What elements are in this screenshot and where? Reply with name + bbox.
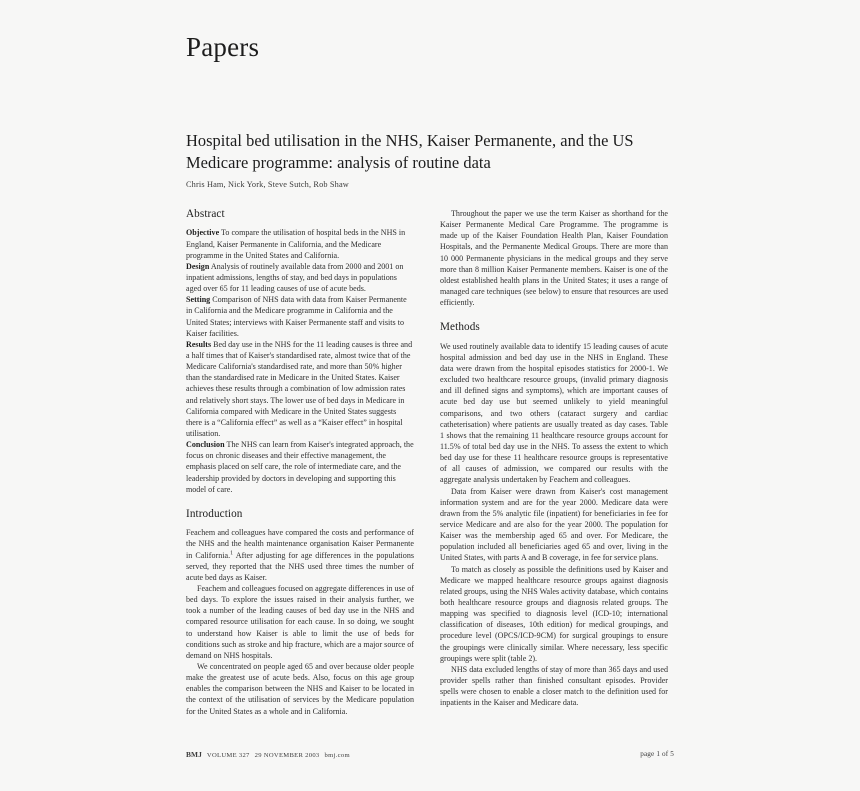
introduction-paragraph-1 — [186, 527, 414, 583]
footer-volume: VOLUME 327 — [206, 752, 250, 759]
abstract-results-label: Results — [186, 339, 212, 349]
left-column — [186, 208, 414, 728]
abstract-design-label: Design — [186, 261, 210, 271]
body-columns — [186, 208, 674, 728]
footer-page-number: page 1 of 5 — [640, 750, 674, 758]
methods-paragraph-2: Data from Kaiser were drawn from Kaiser's cost management information system and are for the year 2000. Medicare data were drawn from the 5% analytic file (inpatient) for beneficiaries in fee for service Medicare and are also for the year 2000. The population for Kaiser was the membership aged 65 and over. For Medicare, the population included all beneficiaries aged 65 and over, living in the United States, with parts A and B coverage, in fee for service plans. — [440, 486, 668, 563]
article-title: Hospital bed utilisation in the NHS, Kaiser Permanente, and the US Medicare programme: analysis of routine data — [186, 131, 634, 172]
footer-date: 29 NOVEMBER 2003 — [254, 752, 320, 759]
abstract-design-text: Analysis of routinely available data from 2000 and 2001 on inpatient admissions, lengths of stay, and bed days in populations aged over 65 for 11 leading causes of use of acute beds. — [186, 261, 404, 294]
methods-paragraph-4: NHS data excluded lengths of stay of more than 365 days and used provider spells rather than finished consultant episodes. Provider spells were chosen to enable a closer match to the definition used for inpatients in the Kaiser and Medicare data. — [440, 664, 668, 708]
introduction-paragraph-2: Feachem and colleagues focused on aggregate differences in use of bed days. To explore the issues raised in their analysis further, we took a number of the leading causes of bed day use in the NHS and compared resource utilisation for each cause. In so doing, we sought to understand how Kaiser is able to limit the use of beds for conditions such as stroke and hip fracture, which are a major source of demand on NHS hospitals. — [186, 583, 415, 660]
introduction-p1-text-b: After adjusting for age differences in the populations served, they reported that the NHS used three times the number of acute bed days as Kaiser. — [186, 550, 415, 582]
abstract-conclusion-text: The NHS can learn from Kaiser's integrated approach, the focus on chronic diseases and their effective management, the emphasis placed on self care, the role of intermediate care, and the leadership provided by doctors in developing and supporting this model of care. — [186, 440, 414, 494]
footer-website: bmj.com — [324, 752, 350, 759]
abstract-results-text: Bed day use in the NHS for the 11 leading causes is three and a half times that of Kaiser's standardised rate, almost twice that of the Medicare California's standardised rate, and more than 50% higher than the standardised rate in Medicare in the United States. Kaiser achieves these results through a combination of low admission rates and relatively short stays. The lower use of bed days in Medicare in California compared with Medicare in the United States suggests there is a “California effect” as well as a “Kaiser effect” in hospital utilisation. — [186, 339, 413, 438]
footer-journal-imprint: BMJ — [186, 750, 202, 759]
page-footer — [186, 750, 674, 764]
introduction-paragraph-3: We concentrated on people aged 65 and over because older people make the greatest use of acute beds. Also, focus on this age group enables the comparison between the NHS and Kaiser to be located in the context of the utilisation of services by the Medicare population for the United States as a whole and in California. — [186, 661, 414, 716]
introduction-paragraph-4: Throughout the paper we use the term Kaiser as shorthand for the Kaiser Permanente Medical Care Programme. The programme is made up of the Kaiser Foundation Health Plan, Kaiser Foundation Hospitals, and the Permanente Medical Groups. There are more than 10 000 Permanente physicians in the medical groups and they serve more than 8 million Kaiser Permanente members. Kaiser is one of the oldest established health plans in the United States; it uses a range of managed care techniques (see below) to ensure that resources are used efficiently. — [440, 209, 668, 308]
article-authors: Chris Ham, Nick York, Steve Sutch, Rob Shaw — [186, 180, 349, 190]
abstract-conclusion-label: Conclusion — [186, 440, 225, 450]
methods-heading: Methods — [440, 321, 480, 334]
reference-marker-1: 1 — [230, 549, 234, 556]
abstract-objective — [186, 227, 414, 260]
abstract-objective-label: Objective — [186, 228, 220, 238]
methods-paragraph-1: We used routinely available data to identify 15 leading causes of acute hospital admission and bed day use in the NHS in England. These data were drawn from the hospital episodes statistics for 2000-1. We excluded two healthcare resource groups, (invalid primary diagnosis and ill defined signs and symptoms), which are important causes of acute bed day use but seemed unlikely to yield meaningful comparisons, and two others (cataract surgery and cardiac catheterisation) where patients are usually treated as day cases. Table 1 shows that the remaining 11 healthcare resource groups account for 11.5% of total bed day use in the NHS. To assess the extent to which bed day use for these 11 healthcare resource groups is representative of all causes of admission, we compared our results with the aggregate analysis undertaken by Feachem and colleagues. — [440, 341, 668, 485]
abstract-setting — [186, 294, 414, 339]
abstract-setting-label: Setting — [186, 295, 211, 305]
abstract-setting-text: Comparison of NHS data with data from Kaiser Permanente in California and the Medicare programme in California and the United States; interviews with Kaiser Permanente staff and visits to Kaiser facilities. — [186, 295, 407, 338]
abstract-heading: Abstract — [186, 208, 225, 220]
section-banner: Papers — [186, 32, 260, 62]
abstract-results — [186, 339, 414, 439]
page-content-area — [186, 0, 674, 791]
footer-citation — [186, 750, 350, 759]
right-column — [440, 208, 668, 728]
introduction-heading: Introduction — [186, 507, 243, 520]
abstract-design — [186, 261, 414, 294]
methods-paragraph-3: To match as closely as possible the definitions used by Kaiser and Medicare we mapped healthcare resource groups against diagnosis related groups, using the NHS Wales activity database, which contains both healthcare resource groups and diagnosis related groups. The mapping was specified to diagnosis level (ICD-10; international classification of diseases, 10th edition) for medical groupings, and procedure level (OPCS/ICD-9CM) for surgical groupings to ensure the groupings were clinically similar. Where necessary, less specific groupings were split (table 2). — [440, 564, 668, 663]
abstract-conclusion — [186, 439, 414, 495]
abstract-objective-text: To compare the utilisation of hospital beds in the NHS in England, Kaiser Permanente in California, and the Medicare programme in the United States and California. — [186, 228, 406, 260]
introduction-p1-text-a: Feachem and colleagues have compared the costs and performance of the NHS and the health maintenance organisation Kaiser Permanente in California. — [186, 528, 414, 560]
article-title-block — [186, 130, 674, 189]
